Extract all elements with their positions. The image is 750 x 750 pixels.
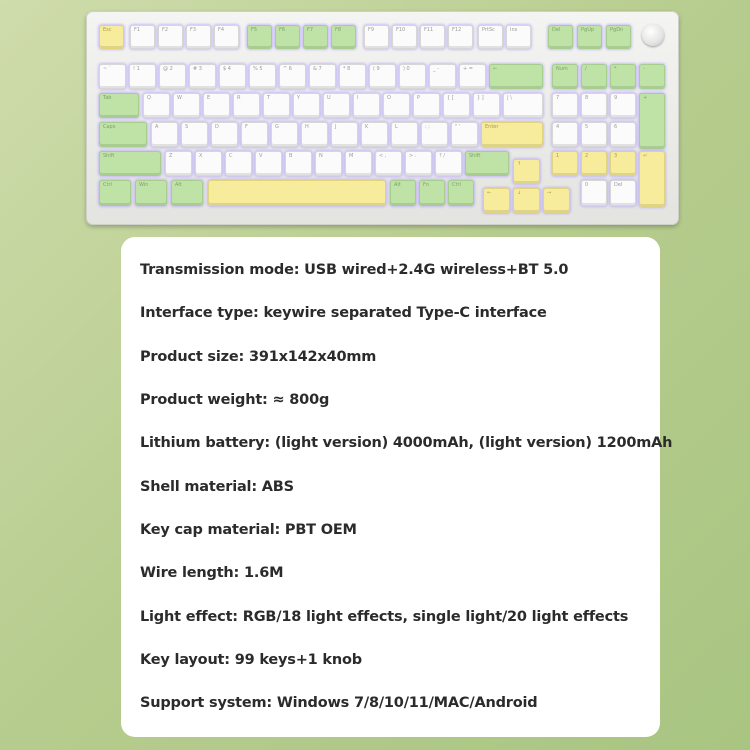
key-right-shift[interactable]: Shift [465, 151, 509, 176]
key-c[interactable]: C [225, 151, 252, 176]
key-pgup[interactable]: PgUp [577, 25, 602, 49]
key-backspace[interactable]: ← [489, 64, 543, 89]
key-kp-0[interactable]: 0 [581, 180, 607, 206]
key-kp-8[interactable]: 8 [581, 93, 607, 118]
keyboard [86, 11, 679, 225]
key-kp-1[interactable]: 1 [552, 151, 578, 176]
spec-lithium-battery: Lithium battery: (light version) 4000mAh, (light version) 1200mAh [140, 435, 673, 451]
key-kp-5[interactable]: 5 [581, 122, 607, 147]
key-esc[interactable]: Esc [99, 25, 124, 49]
spec-interface-type: Interface type: keywire separated Type-C interface [140, 305, 547, 321]
key-tab[interactable]: Tab [99, 93, 139, 118]
key-left-ctrl[interactable]: Ctrl [99, 180, 131, 206]
key-f2[interactable]: F2 [158, 25, 183, 49]
key-k[interactable]: K [361, 122, 388, 147]
key-kp-6[interactable]: 6 [610, 122, 636, 147]
spec-wire-length: Wire length: 1.6M [140, 565, 284, 581]
key-right-alt[interactable]: Alt [390, 180, 416, 206]
spec-product-weight: Product weight: ≈ 800g [140, 392, 330, 408]
key-1[interactable]: ! 1 [129, 64, 156, 89]
key-fn[interactable]: Fn [419, 180, 445, 206]
spec-transmission-mode: Transmission mode: USB wired+2.4G wireless+BT 5.0 [140, 262, 569, 278]
key-f[interactable]: F [241, 122, 268, 147]
key-8[interactable]: * 8 [339, 64, 366, 89]
key-right-ctrl[interactable]: Ctrl [448, 180, 474, 206]
key-f7[interactable]: F7 [303, 25, 328, 49]
key-numlock[interactable]: Num [552, 64, 578, 89]
key-z[interactable]: Z [165, 151, 192, 176]
key-kp-plus[interactable]: + [639, 93, 665, 149]
key-quote[interactable]: " ' [451, 122, 478, 147]
key-kp-multiply[interactable]: * [610, 64, 636, 89]
spec-product-size: Product size: 391x142x40mm [140, 349, 377, 365]
key-d[interactable]: D [211, 122, 238, 147]
key-n[interactable]: N [315, 151, 342, 176]
key-u[interactable]: U [323, 93, 350, 118]
key-7[interactable]: & 7 [309, 64, 336, 89]
key-equal[interactable]: + = [459, 64, 486, 89]
key-e[interactable]: E [203, 93, 230, 118]
spec-shell-material: Shell material: ABS [140, 479, 294, 495]
key-h[interactable]: H [301, 122, 328, 147]
key-period[interactable]: > . [405, 151, 432, 176]
key-enter[interactable]: Enter [481, 122, 543, 147]
key-kp-7[interactable]: 7 [552, 93, 578, 118]
key-pgdn[interactable]: PgDn [606, 25, 631, 49]
key-b[interactable]: B [285, 151, 312, 176]
key-f1[interactable]: F1 [130, 25, 155, 49]
key-left-bracket[interactable]: { [ [443, 93, 470, 118]
key-f10[interactable]: F10 [392, 25, 417, 49]
spec-light-effect: Light effect: RGB/18 light effects, single light/20 light effects [140, 609, 629, 625]
key-s[interactable]: S [181, 122, 208, 147]
key-del[interactable]: Del [548, 25, 573, 49]
key-3[interactable]: # 3 [189, 64, 216, 89]
key-i[interactable]: I [353, 93, 380, 118]
key-caps-lock[interactable]: Caps [99, 122, 147, 147]
key-win[interactable]: Win [135, 180, 167, 206]
key-kp-3[interactable]: 3 [610, 151, 636, 176]
key-a[interactable]: A [151, 122, 178, 147]
key-kp-divide[interactable]: / [581, 64, 607, 89]
key-left-shift[interactable]: Shift [99, 151, 161, 176]
key-r[interactable]: R [233, 93, 260, 118]
key-p[interactable]: P [413, 93, 440, 118]
key-kp-minus[interactable]: - [639, 64, 665, 89]
key-o[interactable]: O [383, 93, 410, 118]
key-f11[interactable]: F11 [420, 25, 445, 49]
key-t[interactable]: T [263, 93, 290, 118]
key-g[interactable]: G [271, 122, 298, 147]
key-j[interactable]: J [331, 122, 358, 147]
key-y[interactable]: Y [293, 93, 320, 118]
key-arrow-right[interactable]: → [543, 188, 570, 213]
key-6[interactable]: ^ 6 [279, 64, 306, 89]
key-kp-4[interactable]: 4 [552, 122, 578, 147]
key-5[interactable]: % 5 [249, 64, 276, 89]
key-q[interactable]: Q [143, 93, 170, 118]
key-comma[interactable]: < , [375, 151, 402, 176]
spec-key-cap-material: Key cap material: PBT OEM [140, 522, 357, 538]
key-f9[interactable]: F9 [364, 25, 389, 49]
key-x[interactable]: X [195, 151, 222, 176]
key-v[interactable]: V [255, 151, 282, 176]
spec-key-layout: Key layout: 99 keys+1 knob [140, 652, 362, 668]
key-ins[interactable]: Ins [506, 25, 531, 49]
spec-card [121, 237, 673, 737]
rotary-knob[interactable] [642, 24, 664, 46]
key-f6[interactable]: F6 [275, 25, 300, 49]
key-semicolon[interactable]: : ; [421, 122, 448, 147]
key-l[interactable]: L [391, 122, 418, 147]
spec-support-system: Support system: Windows 7/8/10/11/MAC/Android [140, 695, 538, 711]
key-arrow-left[interactable]: ← [483, 188, 510, 213]
key-kp-9[interactable]: 9 [610, 93, 636, 118]
key-left-alt[interactable]: Alt [171, 180, 203, 206]
key-0[interactable]: ) 0 [399, 64, 426, 89]
key-4[interactable]: $ 4 [219, 64, 246, 89]
key-arrow-down[interactable]: ↓ [513, 188, 540, 213]
key-kp-enter[interactable]: ↵ [639, 151, 665, 207]
key-arrow-up[interactable]: ↑ [513, 159, 540, 184]
key-prtsc[interactable]: PrtSc [478, 25, 503, 49]
key-grave[interactable]: ~ ` [99, 64, 126, 89]
key-w[interactable]: W [173, 93, 200, 118]
key-kp-2[interactable]: 2 [581, 151, 607, 176]
key-kp-dot[interactable]: Del [610, 180, 636, 206]
key-f8[interactable]: F8 [331, 25, 356, 49]
key-9[interactable]: ( 9 [369, 64, 396, 89]
key-2[interactable]: @ 2 [159, 64, 186, 89]
key-right-bracket[interactable]: } ] [473, 93, 500, 118]
key-f3[interactable]: F3 [186, 25, 211, 49]
key-f4[interactable]: F4 [214, 25, 239, 49]
key-slash[interactable]: ? / [435, 151, 462, 176]
key-m[interactable]: M [345, 151, 372, 176]
key-minus[interactable]: _ - [429, 64, 456, 89]
key-f5[interactable]: F5 [247, 25, 272, 49]
key-space[interactable] [208, 180, 386, 206]
key-backslash[interactable]: | \ [503, 93, 543, 118]
key-f12[interactable]: F12 [448, 25, 473, 49]
